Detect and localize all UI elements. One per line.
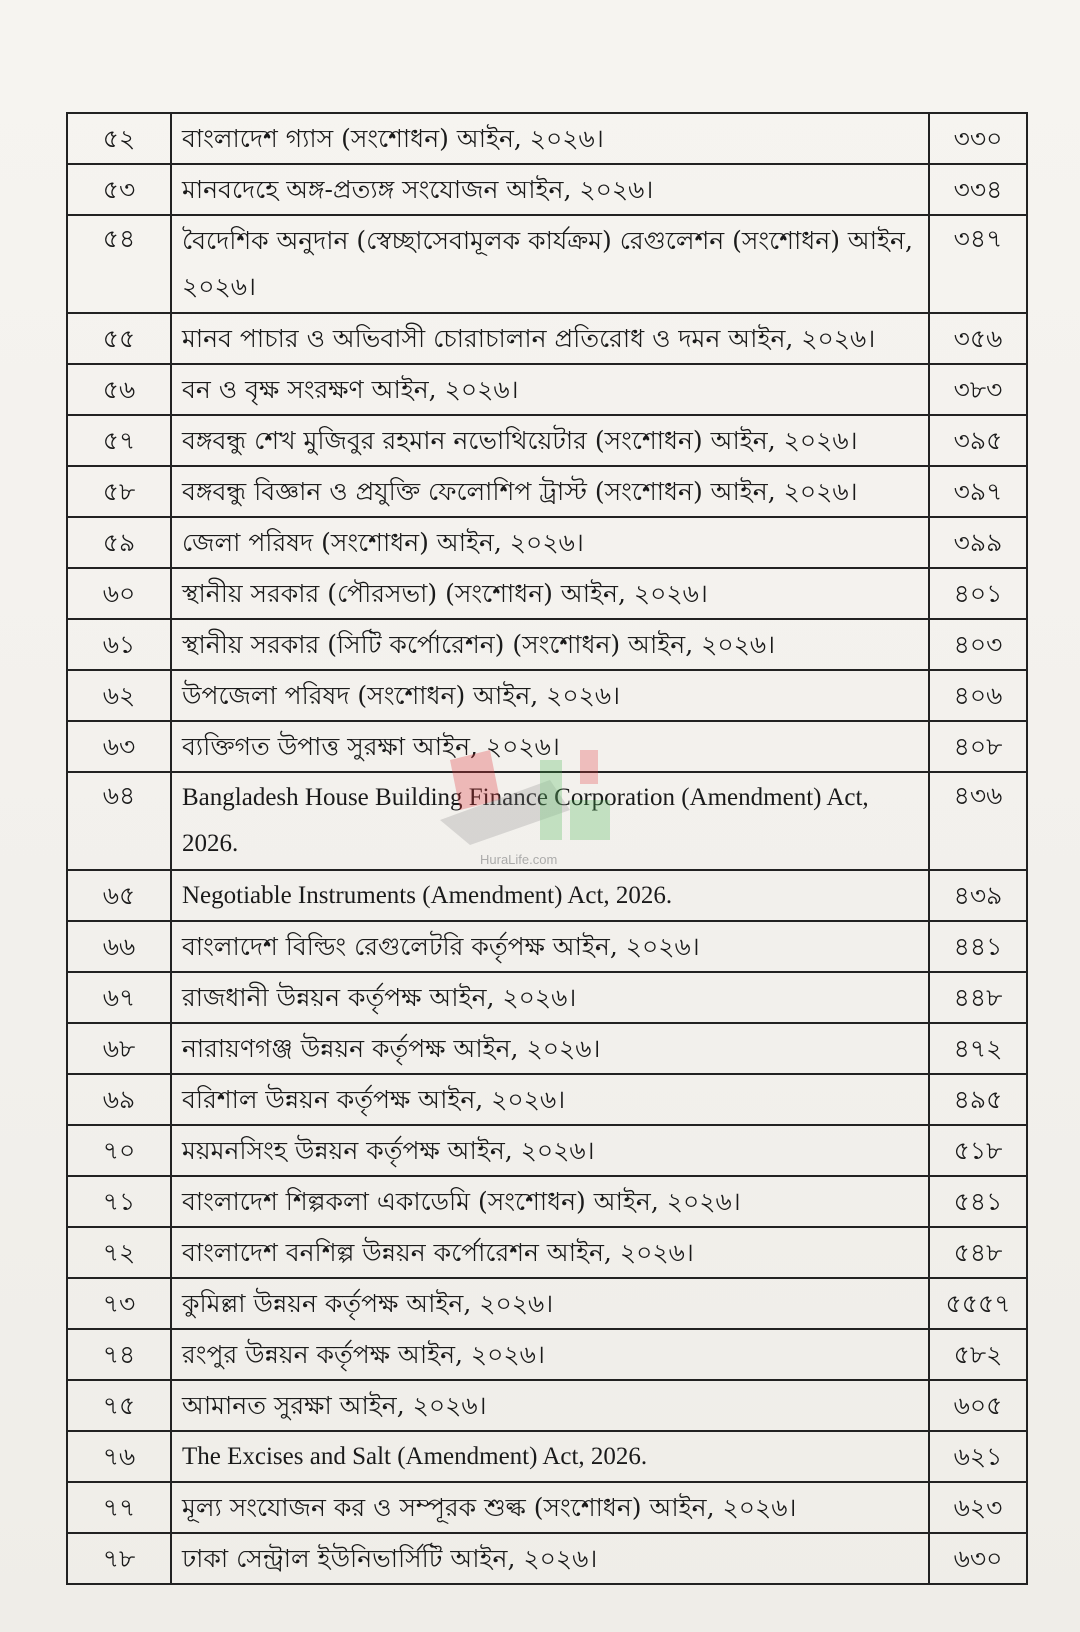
row-title: নারায়ণগঞ্জ উন্নয়ন কর্তৃপক্ষ আইন, ২০২৬। [171,1023,929,1074]
row-number: ৬৬ [67,921,171,972]
row-title: বাংলাদেশ বিল্ডিং রেগুলেটরি কর্তৃপক্ষ আইন, ২০২৬। [171,921,929,972]
row-number: ৫৫ [67,313,171,364]
row-title: রংপুর উন্নয়ন কর্তৃপক্ষ আইন, ২০২৬। [171,1329,929,1380]
row-number: ৬৩ [67,721,171,772]
row-page: ৪০৩ [929,619,1027,670]
row-page: ৩৮৩ [929,364,1027,415]
table-row [67,215,1027,313]
row-title: কুমিল্লা উন্নয়ন কর্তৃপক্ষ আইন, ২০২৬। [171,1278,929,1329]
table-row [67,466,1027,517]
row-number: ৭১ [67,1176,171,1227]
table-row [67,1125,1027,1176]
row-page: ৪৪১ [929,921,1027,972]
row-number: ৬৫ [67,870,171,921]
row-title: বন ও বৃক্ষ সংরক্ষণ আইন, ২০২৬। [171,364,929,415]
row-title: আমানত সুরক্ষা আইন, ২০২৬। [171,1380,929,1431]
row-title: ঢাকা সেন্ট্রাল ইউনিভার্সিটি আইন, ২০২৬। [171,1533,929,1584]
row-title: মূল্য সংযোজন কর ও সম্পূরক শুল্ক (সংশোধন) আইন, ২০২৬। [171,1482,929,1533]
table-row [67,568,1027,619]
row-title: মানব পাচার ও অভিবাসী চোরাচালান প্রতিরোধ ও দমন আইন, ২০২৬। [171,313,929,364]
table-row [67,1533,1027,1584]
row-page: ৩৯৭ [929,466,1027,517]
row-number: ৭৮ [67,1533,171,1584]
row-page: ৫৪৮ [929,1227,1027,1278]
table-row [67,1431,1027,1482]
table-row [67,1329,1027,1380]
row-title: The Excises and Salt (Amendment) Act, 2026. [171,1431,929,1482]
row-page: ৪৪৮ [929,972,1027,1023]
table-row [67,415,1027,466]
row-title: বঙ্গবন্ধু বিজ্ঞান ও প্রযুক্তি ফেলোশিপ ট্রাস্ট (সংশোধন) আইন, ২০২৬। [171,466,929,517]
row-number: ৬৪ [67,772,171,870]
row-page: ৫১৮ [929,1125,1027,1176]
row-page: ৪৩৯ [929,870,1027,921]
table-row [67,670,1027,721]
table-row [67,364,1027,415]
table-row [67,1023,1027,1074]
row-page: ৪৯৫ [929,1074,1027,1125]
row-title: রাজধানী উন্নয়ন কর্তৃপক্ষ আইন, ২০২৬। [171,972,929,1023]
table-row [67,164,1027,215]
table-row [67,517,1027,568]
row-title: বৈদেশিক অনুদান (স্বেচ্ছাসেবামূলক কার্যক্রম) রেগুলেশন (সংশোধন) আইন, ২০২৬। [171,215,929,313]
row-title: স্থানীয় সরকার (পৌরসভা) (সংশোধন) আইন, ২০২৬। [171,568,929,619]
row-page: ৩৩৪ [929,164,1027,215]
row-number: ৫৪ [67,215,171,313]
row-title: বঙ্গবন্ধু শেখ মুজিবুর রহমান নভোথিয়েটার (সংশোধন) আইন, ২০২৬। [171,415,929,466]
row-page: ৩৩০ [929,113,1027,164]
table-row [67,1227,1027,1278]
row-page: ৬২৩ [929,1482,1027,1533]
row-page: ৬৩০ [929,1533,1027,1584]
row-title: বাংলাদেশ গ্যাস (সংশোধন) আইন, ২০২৬। [171,113,929,164]
row-page: ৫৫৫৭ [929,1278,1027,1329]
row-number: ৫৭ [67,415,171,466]
table-row [67,870,1027,921]
row-page: ৩৯৫ [929,415,1027,466]
row-number: ৭৩ [67,1278,171,1329]
row-page: ৫৮২ [929,1329,1027,1380]
table-row [67,1482,1027,1533]
row-number: ৫৮ [67,466,171,517]
row-title: মানবদেহে অঙ্গ-প্রত্যঙ্গ সংযোজন আইন, ২০২৬। [171,164,929,215]
table-row [67,1176,1027,1227]
table-row [67,619,1027,670]
row-page: ৬২১ [929,1431,1027,1482]
table-row [67,113,1027,164]
toc-table [66,112,1028,1585]
table-row [67,721,1027,772]
row-title: জেলা পরিষদ (সংশোধন) আইন, ২০২৬। [171,517,929,568]
row-title: Bangladesh House Building Finance Corporation (Amendment) Act, 2026. [171,772,929,870]
row-page: ৩৪৭ [929,215,1027,313]
row-page: ৪০৮ [929,721,1027,772]
row-number: ৫৯ [67,517,171,568]
row-number: ৭৭ [67,1482,171,1533]
row-page: ৪০১ [929,568,1027,619]
row-number: ৭৪ [67,1329,171,1380]
row-number: ৫৩ [67,164,171,215]
row-page: ৩৫৬ [929,313,1027,364]
row-number: ৬৭ [67,972,171,1023]
row-page: ৩৯৯ [929,517,1027,568]
row-page: ৪৩৬ [929,772,1027,870]
row-number: ৫৬ [67,364,171,415]
row-title: বাংলাদেশ বনশিল্প উন্নয়ন কর্পোরেশন আইন, ২০২৬। [171,1227,929,1278]
row-title: Negotiable Instruments (Amendment) Act, 2026. [171,870,929,921]
row-title: উপজেলা পরিষদ (সংশোধন) আইন, ২০২৬। [171,670,929,721]
row-page: ৫৪১ [929,1176,1027,1227]
row-number: ৭৬ [67,1431,171,1482]
row-number: ৭২ [67,1227,171,1278]
table-row [67,1380,1027,1431]
table-row [67,313,1027,364]
row-number: ৬৮ [67,1023,171,1074]
table-row [67,1278,1027,1329]
row-page: ৬০৫ [929,1380,1027,1431]
row-page: ৪৭২ [929,1023,1027,1074]
row-title: বরিশাল উন্নয়ন কর্তৃপক্ষ আইন, ২০২৬। [171,1074,929,1125]
row-title: ময়মনসিংহ উন্নয়ন কর্তৃপক্ষ আইন, ২০২৬। [171,1125,929,1176]
watermark-text: HuraLife.com [480,852,558,867]
row-page: ৪০৬ [929,670,1027,721]
row-number: ৬৯ [67,1074,171,1125]
row-title: বাংলাদেশ শিল্পকলা একাডেমি (সংশোধন) আইন, ২০২৬। [171,1176,929,1227]
row-title: স্থানীয় সরকার (সিটি কর্পোরেশন) (সংশোধন) আইন, ২০২৬। [171,619,929,670]
table-row [67,1074,1027,1125]
row-title: ব্যক্তিগত উপাত্ত সুরক্ষা আইন, ২০২৬। [171,721,929,772]
row-number: ৬০ [67,568,171,619]
table-row [67,921,1027,972]
row-number: ৬১ [67,619,171,670]
row-number: ৭৫ [67,1380,171,1431]
row-number: ৫২ [67,113,171,164]
row-number: ৭০ [67,1125,171,1176]
table-row [67,972,1027,1023]
row-number: ৬২ [67,670,171,721]
